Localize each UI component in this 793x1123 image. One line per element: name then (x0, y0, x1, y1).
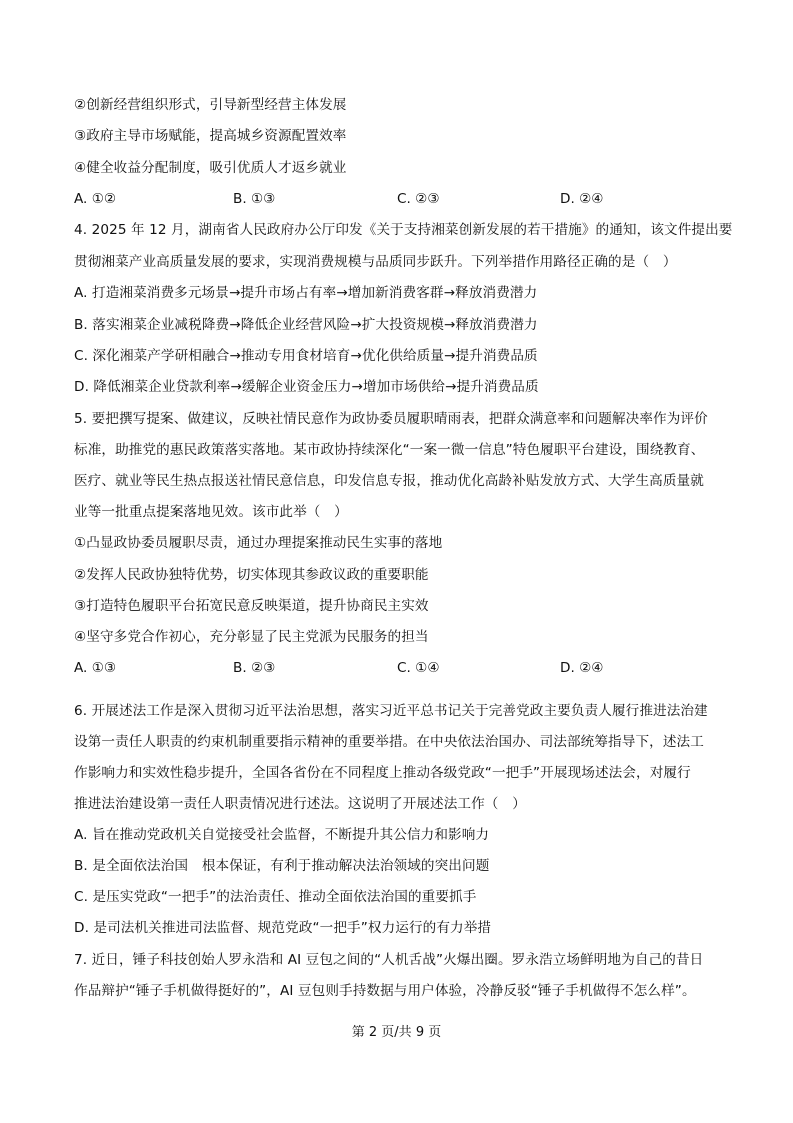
q6-stem-line-4: 推进法治建设第一责任人职责情况进行述法。这说明了开展述法工作（ ） (74, 796, 526, 812)
q4-option-a: A. 打造湘菜消费多元场景→提升市场占有率→增加新消费客群→释放消费潜力 (74, 285, 538, 301)
q5-stem-line-2: 标准，助推党的惠民政策落实落地。某市政协持续深化“一案一微一信息”特色履职平台建设，围绕教育、 (74, 442, 705, 458)
q6-stem-line-3: 作影响力和实效性稳步提升，全国各省份在不同程度上推动各级党政“一把手”开展现场述法会，对履行 (74, 765, 691, 781)
q4-stem-line-1: 4. 2025 年 12 月，湖南省人民政府办公厅印发《关于支持湘菜创新发展的若干措施》的通知，该文件提出要 (74, 222, 733, 238)
q6-stem-line-2: 设第一责任人职责的约束机制重要指示精神的重要举措。在中央依法治国办、司法部统筹指导下，述法工 (74, 734, 704, 750)
q6-option-d: D. 是司法机关推进司法监督、规范党政“一把手”权力运行的有力举措 (74, 920, 492, 936)
q5-option-c: C. ①④ (397, 660, 440, 676)
q3-statement-4: ④健全收益分配制度，吸引优质人才返乡就业 (74, 160, 347, 176)
q4-stem-line-2: 贯彻湘菜产业高质量发展的要求，实现消费规模与品质同步跃升。下列举措作用路径正确的是（ ） (74, 254, 677, 270)
q5-statement-3: ③打造特色履职平台拓宽民意反映渠道，提升协商民主实效 (74, 598, 429, 614)
q6-option-c: C. 是压实党政“一把手”的法治责任、推动全面依法治国的重要抓手 (74, 889, 477, 905)
q5-option-a: A. ①③ (74, 660, 117, 676)
q6-option-b: B. 是全面依法治国 根本保证，有利于推动解决法治领域的突出问题 (74, 858, 490, 874)
q3-option-a: A. ①② (74, 191, 117, 207)
q5-stem-line-4: 业等一批重点提案落地见效。该市此举（ ） (74, 504, 348, 520)
q7-stem-line-2: 作品辩护“锤子手机做得挺好的”，AI 豆包则手持数据与用户体验，冷静反驳“锤子手机做得不怎么样”。 (74, 983, 696, 999)
q3-option-b: B. ①③ (233, 191, 276, 207)
q5-statement-1: ①凸显政协委员履职尽责，通过办理提案推动民生实事的落地 (74, 535, 443, 551)
q5-option-d: D. ②④ (560, 660, 604, 676)
q7-stem-line-1: 7. 近日，锤子科技创始人罗永浩和 AI 豆包之间的“人机舌战”火爆出圈。罗永浩立场鲜明地为自己的昔日 (74, 952, 704, 968)
q4-option-b: B. 落实湘菜企业减税降费→降低企业经营风险→扩大投资规模→释放消费潜力 (74, 317, 538, 333)
q4-option-d: D. 降低湘菜企业贷款利率→缓解企业资金压力→增加市场供给→提升消费品质 (74, 379, 539, 395)
q5-options (74, 659, 674, 677)
q6-option-a: A. 旨在推动党政机关自觉接受社会监督，不断提升其公信力和影响力 (74, 827, 490, 843)
q3-option-d: D. ②④ (560, 191, 604, 207)
q5-stem-line-1: 5. 要把撰写提案、做建议，反映社情民意作为政协委员履职晴雨表，把群众满意率和问题解决率作为评价 (74, 411, 708, 427)
q5-statement-2: ②发挥人民政协独特优势，切实体现其参政议政的重要职能 (74, 567, 429, 583)
q3-options (74, 190, 674, 208)
q5-statement-4: ④坚守多党合作初心，充分彰显了民主党派为民服务的担当 (74, 629, 429, 645)
q4-option-c: C. 深化湘菜产学研相融合→推动专用食材培育→优化供给质量→提升消费品质 (74, 348, 538, 364)
q6-stem-line-1: 6. 开展述法工作是深入贯彻习近平法治思想，落实习近平总书记关于完善党政主要负责人履行推进法治建 (74, 703, 708, 719)
q3-option-c: C. ②③ (397, 191, 440, 207)
q5-option-b: B. ②③ (233, 660, 276, 676)
q3-statement-3: ③政府主导市场赋能，提高城乡资源配置效率 (74, 128, 347, 144)
q5-stem-line-3: 医疗、就业等民生热点报送社情民意信息，印发信息专报，推动优化高龄补贴发放方式、大学生高质量就 (74, 473, 704, 489)
q3-statement-2: ②创新经营组织形式，引导新型经营主体发展 (74, 97, 347, 113)
page-number: 第 2 页/共 9 页 (351, 1025, 442, 1040)
